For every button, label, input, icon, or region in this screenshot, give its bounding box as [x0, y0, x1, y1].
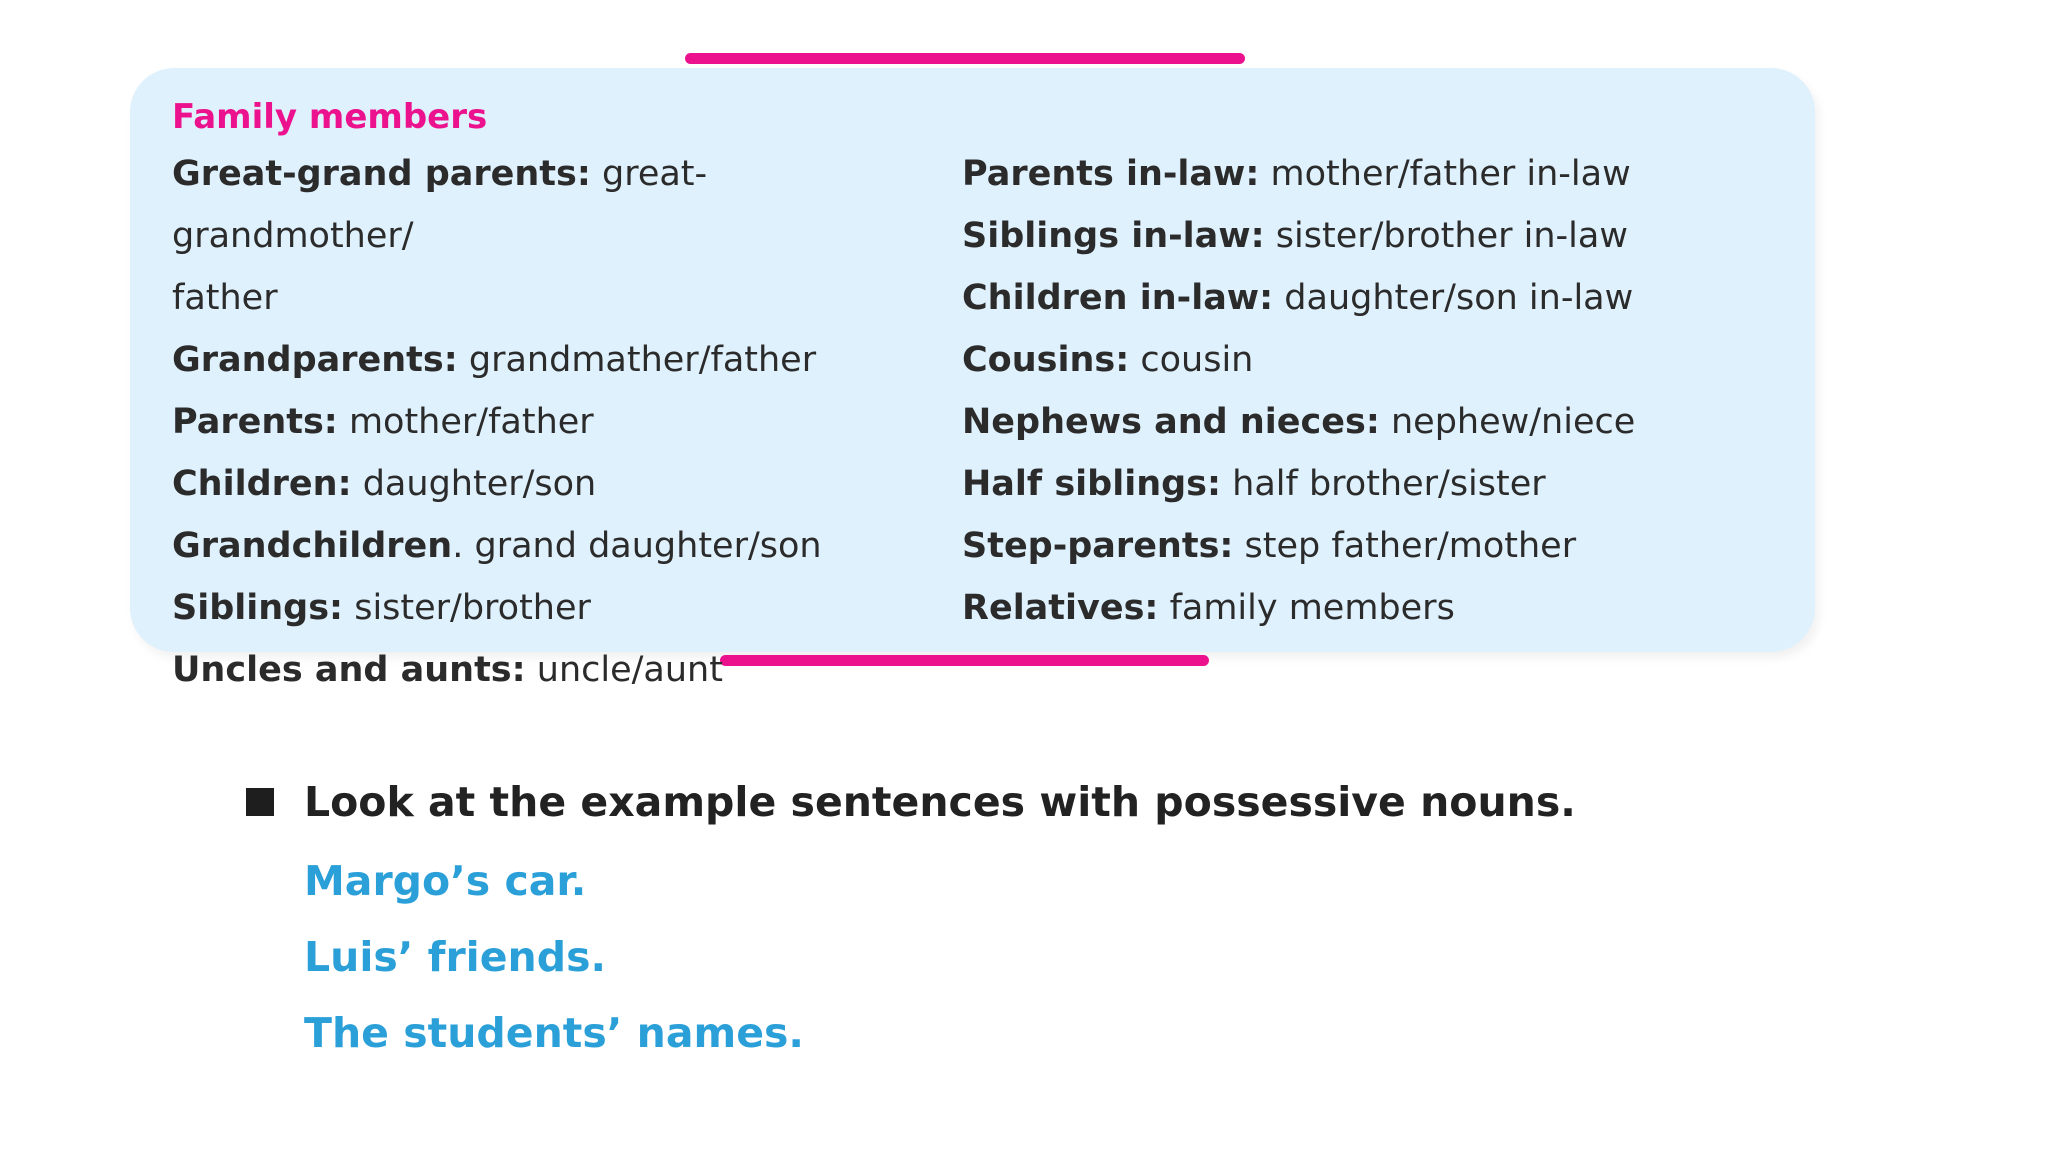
vocab-definition: daughter/son	[362, 464, 597, 504]
vocab-term: Children in-law:	[962, 278, 1274, 318]
vocab-definition: sister/brother in-law	[1275, 216, 1628, 256]
vocab-definition: half brother/sister	[1232, 464, 1546, 504]
vocab-entry	[962, 329, 1782, 391]
vocab-term: Siblings in-law:	[962, 216, 1265, 256]
vocab-definition: uncle/aunt	[536, 650, 723, 690]
vocab-definition: step father/mother	[1244, 526, 1577, 566]
vocab-term: Grandchildren	[172, 526, 453, 566]
vocab-entry	[962, 143, 1782, 205]
vocab-term: Half siblings:	[962, 464, 1221, 504]
example-sentence: Margo’s car.	[304, 857, 587, 905]
vocab-entry	[172, 391, 932, 453]
vocab-definition: sister/brother	[354, 588, 591, 628]
example-sentence: Luis’ friends.	[304, 933, 607, 981]
vocab-definition: mother/father in-law	[1270, 154, 1631, 194]
vocab-entry	[962, 205, 1782, 267]
vocab-entry	[172, 577, 932, 639]
right-vocab-column	[962, 143, 1782, 639]
vocab-definition: great-grandmother/	[172, 154, 708, 256]
vocab-term: Children:	[172, 464, 352, 504]
vocab-term: Siblings:	[172, 588, 344, 628]
vocab-entry	[962, 267, 1782, 329]
vocab-term: Parents in-law:	[962, 154, 1260, 194]
vocab-term: Uncles and aunts:	[172, 650, 526, 690]
vocab-definition: nephew/niece	[1390, 402, 1636, 442]
vocab-entry	[962, 577, 1782, 639]
vocab-definition: grand daughter/son	[474, 526, 822, 566]
instruction-text: Look at the example sentences with possessive nouns.	[304, 778, 1576, 826]
vocab-term: Great-grand parents:	[172, 154, 591, 194]
vocab-definition: cousin	[1140, 340, 1254, 380]
left-vocab-column	[172, 143, 932, 701]
top-accent-bar	[685, 53, 1245, 64]
vocab-entry	[172, 143, 932, 329]
example-sentence: The students’ names.	[304, 1009, 804, 1057]
vocab-entry	[962, 391, 1782, 453]
vocab-definition: daughter/son in-law	[1284, 278, 1634, 318]
vocab-term: Parents:	[172, 402, 338, 442]
vocab-definition: mother/father	[348, 402, 594, 442]
vocab-definition-continuation: father	[172, 278, 278, 318]
box-title: Family members	[172, 97, 488, 137]
vocab-term: Grandparents:	[172, 340, 458, 380]
vocab-term: Relatives:	[962, 588, 1159, 628]
vocab-entry	[962, 515, 1782, 577]
vocab-entry	[172, 329, 932, 391]
vocab-definition: family members	[1169, 588, 1455, 628]
vocab-separator: .	[452, 526, 464, 566]
square-bullet-icon	[246, 788, 274, 816]
vocab-entry	[172, 515, 932, 577]
vocab-definition: grandmather/father	[468, 340, 817, 380]
example-sentences	[304, 843, 804, 1071]
vocab-term: Cousins:	[962, 340, 1130, 380]
vocab-entry	[172, 453, 932, 515]
vocab-term: Step-parents:	[962, 526, 1234, 566]
vocab-entry	[172, 639, 932, 701]
vocab-term: Nephews and nieces:	[962, 402, 1380, 442]
vocab-entry	[962, 453, 1782, 515]
